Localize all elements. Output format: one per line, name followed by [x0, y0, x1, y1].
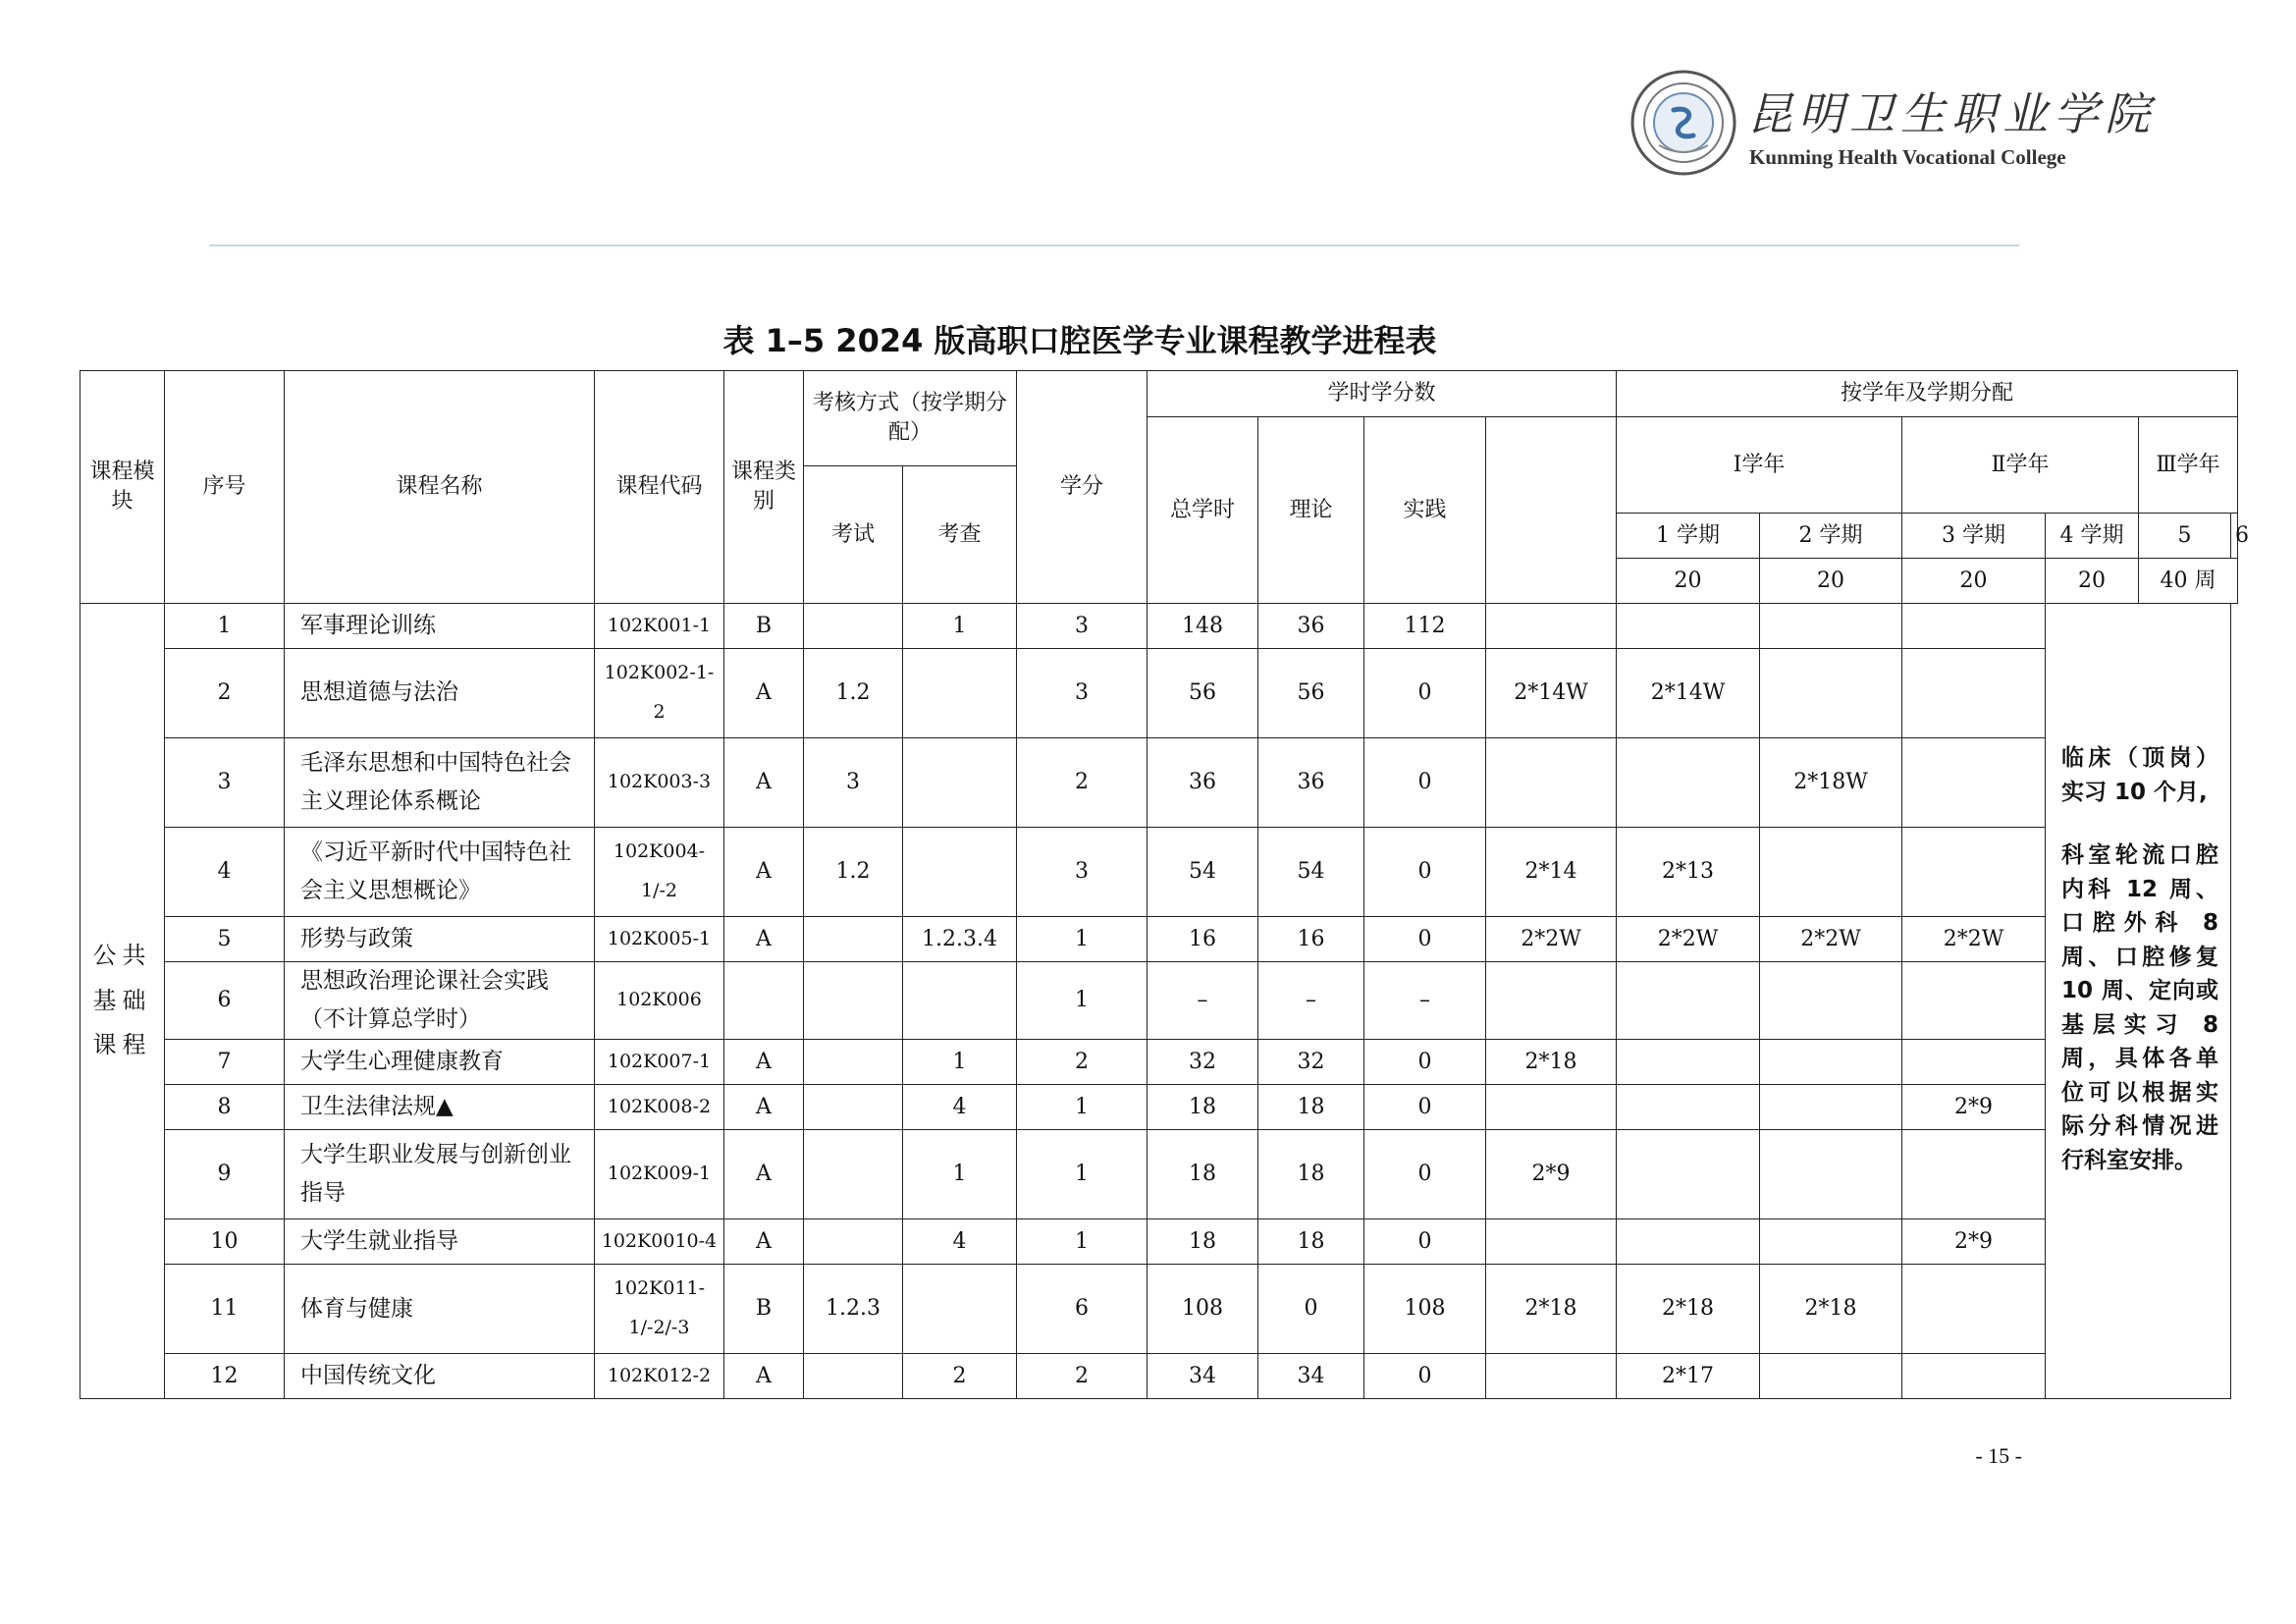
cell-name: 大学生就业指导 — [285, 1219, 595, 1265]
cell-exam: 1.2.3 — [804, 1265, 903, 1354]
cell-practice: 0 — [1364, 1130, 1486, 1219]
cell-sem1 — [1486, 738, 1617, 828]
cell-total-hours: 56 — [1148, 649, 1258, 738]
cell-check: 4 — [903, 1219, 1017, 1265]
cell-check: 2 — [903, 1354, 1017, 1399]
cell-seq: 9 — [165, 1130, 285, 1219]
cell-code: 102K006 — [595, 962, 724, 1040]
col-check: 考查 — [903, 466, 1017, 604]
table-row — [80, 917, 2238, 962]
cell-practice: 0 — [1364, 1085, 1486, 1130]
college-logo — [1629, 69, 2156, 187]
cell-check: 1 — [903, 604, 1017, 649]
cell-sem1 — [1486, 962, 1617, 1040]
cell-category: A — [724, 828, 804, 917]
col-hours-group: 学时学分数 — [1148, 371, 1617, 417]
cell-practice: 0 — [1364, 1040, 1486, 1085]
cell-seq: 1 — [165, 604, 285, 649]
cell-theory: 36 — [1258, 604, 1364, 649]
col-code: 课程代码 — [595, 371, 724, 604]
cell-category — [724, 962, 804, 1040]
cell-seq: 5 — [165, 917, 285, 962]
cell-sem1 — [1486, 1085, 1617, 1130]
cell-seq: 10 — [165, 1219, 285, 1265]
cell-sem2: 2*14W — [1617, 649, 1760, 738]
cell-exam: 3 — [804, 738, 903, 828]
cell-total-hours: 16 — [1148, 917, 1258, 962]
cell-theory: 36 — [1258, 738, 1364, 828]
cell-credit: 1 — [1017, 1219, 1148, 1265]
table-row — [80, 1219, 2238, 1265]
cell-sem3 — [1760, 1219, 1902, 1265]
cell-theory: 34 — [1258, 1354, 1364, 1399]
cell-sem1: 2*14W — [1486, 649, 1617, 738]
cell-check: 1.2.3.4 — [903, 917, 1017, 962]
table-row — [80, 962, 2238, 1040]
cell-name: 思想道德与法治 — [285, 649, 595, 738]
cell-credit: 2 — [1017, 1040, 1148, 1085]
cell-sem3 — [1760, 828, 1902, 917]
cell-category: B — [724, 1265, 804, 1354]
cell-credit: 1 — [1017, 917, 1148, 962]
cell-sem3 — [1760, 649, 1902, 738]
internship-note — [2046, 604, 2231, 1399]
cell-sem2 — [1617, 604, 1760, 649]
col-weeks56: 40 周 — [2139, 559, 2238, 604]
cell-total-hours: 36 — [1148, 738, 1258, 828]
college-name-cn: 昆明卫生职业学院 — [1747, 87, 2156, 140]
cell-sem1: 2*18 — [1486, 1265, 1617, 1354]
cell-name: 军事理论训练 — [285, 604, 595, 649]
cell-category: A — [724, 1354, 804, 1399]
cell-name: 思想政治理论课社会实践（不计算总学时） — [285, 962, 595, 1040]
cell-category: A — [724, 1040, 804, 1085]
col-practice: 实践 — [1364, 417, 1486, 604]
cell-sem1: 2*18 — [1486, 1040, 1617, 1085]
cell-credit: 1 — [1017, 1130, 1148, 1219]
cell-total-hours: 148 — [1148, 604, 1258, 649]
cell-sem1: 2*9 — [1486, 1130, 1617, 1219]
col-credit: 学分 — [1017, 371, 1148, 604]
cell-name: 形势与政策 — [285, 917, 595, 962]
spacer — [1486, 417, 1617, 604]
cell-credit: 2 — [1017, 1354, 1148, 1399]
cell-sem2: 2*17 — [1617, 1354, 1760, 1399]
cell-code: 102K001-1 — [595, 604, 724, 649]
cell-sem3 — [1760, 1040, 1902, 1085]
cell-code: 102K012-2 — [595, 1354, 724, 1399]
cell-practice: 0 — [1364, 828, 1486, 917]
cell-category: A — [724, 917, 804, 962]
cell-seq: 12 — [165, 1354, 285, 1399]
cell-code: 102K009-1 — [595, 1130, 724, 1219]
cell-check: 1 — [903, 1040, 1017, 1085]
cell-code: 102K003-3 — [595, 738, 724, 828]
col-weeks2: 20 — [1760, 559, 1902, 604]
page-title: 表 1–5 2024 版高职口腔医学专业课程教学进程表 — [722, 322, 1437, 359]
cell-sem4 — [1902, 1130, 2046, 1219]
cell-exam: 1.2 — [804, 828, 903, 917]
cell-sem1 — [1486, 604, 1617, 649]
cell-sem4 — [1902, 962, 2046, 1040]
cell-category: A — [724, 1085, 804, 1130]
table-row — [80, 1354, 2238, 1399]
cell-total-hours: 18 — [1148, 1130, 1258, 1219]
cell-practice: 0 — [1364, 649, 1486, 738]
col-sem6: 6 — [2231, 514, 2238, 559]
cell-category: A — [724, 1130, 804, 1219]
cell-sem4 — [1902, 1265, 2046, 1354]
cell-category: A — [724, 1219, 804, 1265]
cell-check — [903, 649, 1017, 738]
col-weeks3: 20 — [1902, 559, 2046, 604]
college-name-en: Kunming Health Vocational College — [1749, 145, 2066, 169]
cell-practice: – — [1364, 962, 1486, 1040]
cell-sem3 — [1760, 1354, 1902, 1399]
table-row — [80, 1085, 2238, 1130]
cell-check: 1 — [903, 1130, 1017, 1219]
col-exam-group: 考核方式（按学期分配） — [804, 371, 1017, 466]
cell-check — [903, 962, 1017, 1040]
page-number: - 15 - — [1975, 1443, 2022, 1468]
col-year3: Ⅲ学年 — [2139, 417, 2238, 514]
table-row — [80, 649, 2238, 738]
cell-practice: 0 — [1364, 917, 1486, 962]
cell-sem1: 2*14 — [1486, 828, 1617, 917]
col-sem3: 3 学期 — [1902, 514, 2046, 559]
cell-credit: 6 — [1017, 1265, 1148, 1354]
cell-credit: 3 — [1017, 649, 1148, 738]
table-row — [80, 1130, 2238, 1219]
cell-sem4: 2*2W — [1902, 917, 2046, 962]
col-exam: 考试 — [804, 466, 903, 604]
cell-code: 102K004-1/-2 — [595, 828, 724, 917]
cell-sem1: 2*2W — [1486, 917, 1617, 962]
cell-total-hours: 32 — [1148, 1040, 1258, 1085]
cell-sem4 — [1902, 1040, 2046, 1085]
cell-exam — [804, 1354, 903, 1399]
cell-total-hours: 108 — [1148, 1265, 1258, 1354]
cell-seq: 7 — [165, 1040, 285, 1085]
cell-sem3 — [1760, 1130, 1902, 1219]
col-weeks1: 20 — [1617, 559, 1760, 604]
cell-sem4 — [1902, 738, 2046, 828]
cell-sem4 — [1902, 1354, 2046, 1399]
cell-seq: 11 — [165, 1265, 285, 1354]
cell-credit: 1 — [1017, 962, 1148, 1040]
module-cell: 公共基础课程 — [80, 604, 165, 1399]
curriculum-table — [80, 370, 2250, 1399]
col-name: 课程名称 — [285, 371, 595, 604]
col-schedule-group: 按学年及学期分配 — [1617, 371, 2238, 417]
cell-sem4: 2*9 — [1902, 1219, 2046, 1265]
cell-sem2: 2*18 — [1617, 1265, 1760, 1354]
header-divider — [209, 244, 2019, 246]
cell-sem1 — [1486, 1354, 1617, 1399]
cell-name: 《习近平新时代中国特色社会主义思想概论》 — [285, 828, 595, 917]
cell-seq: 4 — [165, 828, 285, 917]
cell-name: 卫生法律法规▲ — [285, 1085, 595, 1130]
col-total-hours: 总学时 — [1148, 417, 1258, 604]
cell-exam — [804, 917, 903, 962]
cell-credit: 3 — [1017, 828, 1148, 917]
cell-sem3 — [1760, 962, 1902, 1040]
cell-theory: 18 — [1258, 1219, 1364, 1265]
cell-code: 102K005-1 — [595, 917, 724, 962]
cell-practice: 108 — [1364, 1265, 1486, 1354]
cell-sem2 — [1617, 1219, 1760, 1265]
cell-sem3: 2*18W — [1760, 738, 1902, 828]
cell-practice: 0 — [1364, 738, 1486, 828]
cell-theory: 18 — [1258, 1130, 1364, 1219]
cell-code: 102K008-2 — [595, 1085, 724, 1130]
cell-check — [903, 738, 1017, 828]
cell-seq: 3 — [165, 738, 285, 828]
cell-check: 4 — [903, 1085, 1017, 1130]
cell-credit: 2 — [1017, 738, 1148, 828]
cell-sem3: 2*18 — [1760, 1265, 1902, 1354]
cell-sem2: 2*2W — [1617, 917, 1760, 962]
cell-total-hours: 34 — [1148, 1354, 1258, 1399]
cell-sem4 — [1902, 828, 2046, 917]
cell-name: 大学生心理健康教育 — [285, 1040, 595, 1085]
table-row — [80, 738, 2238, 828]
cell-sem3 — [1760, 1085, 1902, 1130]
cell-name: 毛泽东思想和中国特色社会主义理论体系概论 — [285, 738, 595, 828]
col-sem4: 4 学期 — [2046, 514, 2139, 559]
cell-total-hours: – — [1148, 962, 1258, 1040]
cell-code: 102K011-1/-2/-3 — [595, 1265, 724, 1354]
col-module: 课程模块 — [80, 371, 165, 604]
col-year1: Ⅰ学年 — [1617, 417, 1902, 514]
cell-code: 102K002-1-2 — [595, 649, 724, 738]
cell-category: A — [724, 649, 804, 738]
cell-exam: 1.2 — [804, 649, 903, 738]
cell-code: 102K007-1 — [595, 1040, 724, 1085]
cell-sem2 — [1617, 1085, 1760, 1130]
cell-practice: 0 — [1364, 1219, 1486, 1265]
cell-code: 102K0010-4 — [595, 1219, 724, 1265]
cell-theory: 0 — [1258, 1265, 1364, 1354]
cell-name: 中国传统文化 — [285, 1354, 595, 1399]
cell-sem2 — [1617, 1040, 1760, 1085]
cell-check — [903, 828, 1017, 917]
cell-theory: 56 — [1258, 649, 1364, 738]
cell-sem2 — [1617, 962, 1760, 1040]
cell-name: 体育与健康 — [285, 1265, 595, 1354]
col-seq: 序号 — [165, 371, 285, 604]
cell-practice: 0 — [1364, 1354, 1486, 1399]
cell-sem4: 2*9 — [1902, 1085, 2046, 1130]
cell-sem1 — [1486, 1219, 1617, 1265]
cell-sem2: 2*13 — [1617, 828, 1760, 917]
cell-total-hours: 18 — [1148, 1219, 1258, 1265]
cell-theory: 16 — [1258, 917, 1364, 962]
cell-seq: 8 — [165, 1085, 285, 1130]
cell-check — [903, 1265, 1017, 1354]
cell-theory: 54 — [1258, 828, 1364, 917]
cell-theory: 32 — [1258, 1040, 1364, 1085]
college-seal-icon — [1629, 69, 1737, 177]
cell-sem3: 2*2W — [1760, 917, 1902, 962]
cell-credit: 1 — [1017, 1085, 1148, 1130]
col-sem1: 1 学期 — [1617, 514, 1760, 559]
table-row — [80, 604, 2238, 649]
cell-seq: 2 — [165, 649, 285, 738]
cell-exam — [804, 604, 903, 649]
cell-theory: – — [1258, 962, 1364, 1040]
cell-sem3 — [1760, 604, 1902, 649]
cell-sem4 — [1902, 649, 2046, 738]
cell-sem2 — [1617, 1130, 1760, 1219]
internship-note-line1: 临床（顶岗）实习 10 个月, — [2061, 745, 2219, 805]
cell-sem4 — [1902, 604, 2046, 649]
col-sem5: 5 — [2139, 514, 2231, 559]
cell-theory: 18 — [1258, 1085, 1364, 1130]
cell-exam — [804, 1040, 903, 1085]
cell-exam — [804, 962, 903, 1040]
cell-category: B — [724, 604, 804, 649]
cell-exam — [804, 1085, 903, 1130]
cell-sem2 — [1617, 738, 1760, 828]
cell-name: 大学生职业发展与创新创业指导 — [285, 1130, 595, 1219]
col-year2: Ⅱ学年 — [1902, 417, 2139, 514]
table-row — [80, 1040, 2238, 1085]
table-row — [80, 828, 2238, 917]
cell-total-hours: 18 — [1148, 1085, 1258, 1130]
cell-seq: 6 — [165, 962, 285, 1040]
cell-exam — [804, 1130, 903, 1219]
cell-total-hours: 54 — [1148, 828, 1258, 917]
col-sem2: 2 学期 — [1760, 514, 1902, 559]
col-theory: 理论 — [1258, 417, 1364, 604]
internship-note-line2: 科室轮流口腔内科 12 周、口腔外科 8 周、口腔修复 10 周、定向或基层实习 8 周，具体各单位可以根据实际分科情况进行科室安排。 — [2061, 842, 2219, 1173]
cell-exam — [804, 1219, 903, 1265]
cell-practice: 112 — [1364, 604, 1486, 649]
cell-category: A — [724, 738, 804, 828]
cell-credit: 3 — [1017, 604, 1148, 649]
col-category: 课程类别 — [724, 371, 804, 604]
col-weeks4: 20 — [2046, 559, 2139, 604]
table-row — [80, 1265, 2238, 1354]
